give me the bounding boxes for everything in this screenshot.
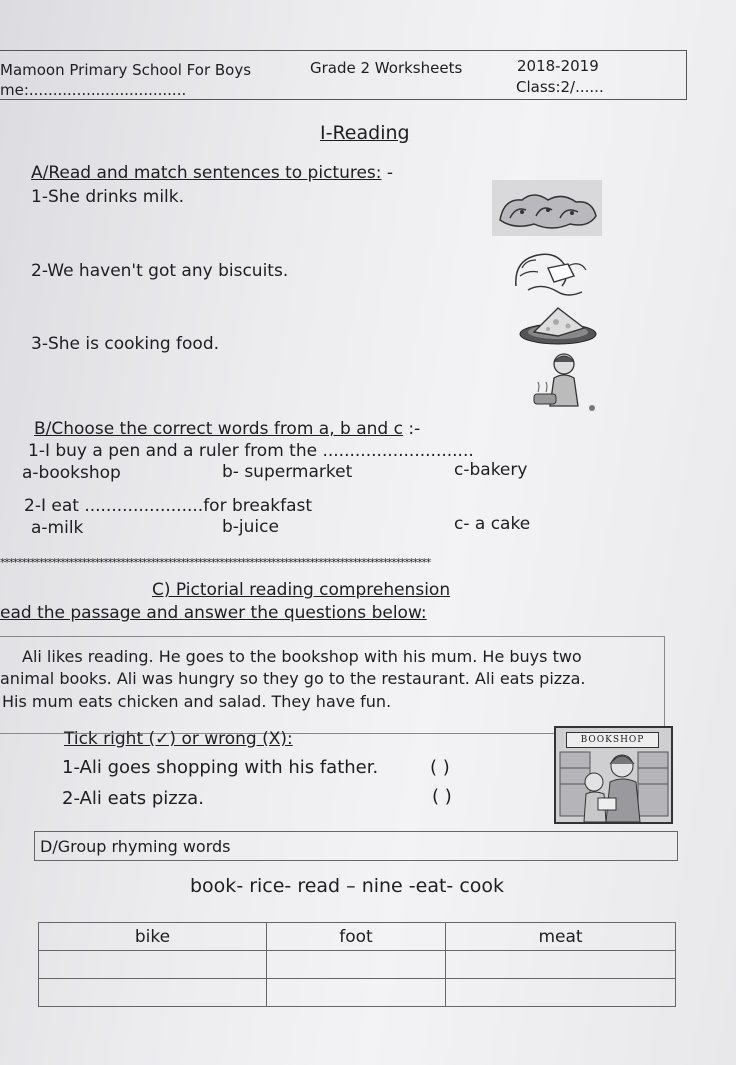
q1-option-b: b- supermarket	[222, 462, 353, 482]
table-row	[39, 951, 676, 979]
bookshop-picture	[554, 726, 673, 824]
star-separator: ****************************************************************************************************	[0, 556, 431, 569]
page-title: I-Reading	[320, 122, 410, 144]
table-header-meat: meat	[446, 923, 676, 951]
sentence-2: 2-We haven't got any biscuits.	[31, 261, 289, 281]
table-cell[interactable]	[39, 979, 267, 1007]
section-b-heading-text: B/Choose the correct words from a, b and c	[34, 419, 403, 439]
passage-line-2: animal books. Ali was hungry so they go to the restaurant. Ali eats pizza.	[0, 669, 586, 688]
table-header-bike: bike	[39, 923, 267, 951]
table-header-row	[39, 923, 676, 951]
biscuits-picture	[492, 180, 602, 236]
section-c-instruction: ead the passage and answer the questions below:	[0, 603, 427, 623]
table-cell[interactable]	[446, 951, 676, 979]
section-b-heading-tail: :-	[402, 419, 421, 439]
question-b1: 1-I buy a pen and a ruler from the ............................	[28, 441, 474, 461]
sentence-3: 3-She is cooking food.	[31, 334, 220, 354]
school-year: 2018-2019	[517, 57, 599, 75]
section-a-heading-tail: -	[381, 163, 394, 183]
section-c-heading: C) Pictorial reading comprehension	[152, 580, 451, 600]
mother-son-drawing	[556, 748, 671, 822]
table-header-foot: foot	[267, 923, 446, 951]
school-name: Mamoon Primary School For Boys	[0, 61, 252, 79]
name-line: me:.................................	[0, 81, 187, 99]
woman-cooking-picture	[524, 350, 600, 414]
q1-option-c: c-bakery	[454, 460, 528, 480]
section-b-heading	[34, 419, 420, 439]
worksheet-title: Grade 2 Worksheets	[310, 59, 463, 77]
tick-question-2: 2-Ali eats pizza.	[62, 788, 204, 809]
tick-heading: Tick right (✓) or wrong (X):	[64, 729, 293, 749]
table-cell[interactable]	[267, 979, 446, 1007]
section-d-heading: D/Group rhyming words	[40, 837, 231, 856]
passage-line-1: Ali likes reading. He goes to the bookshop with his mum. He buys two	[22, 647, 582, 666]
rhyming-table	[38, 922, 676, 1007]
section-a-heading	[31, 163, 393, 183]
q2-option-b: b-juice	[222, 517, 279, 537]
bookshop-sign: BOOKSHOP	[566, 732, 659, 748]
table-row	[39, 979, 676, 1007]
sentence-1: 1-She drinks milk.	[31, 187, 185, 207]
cheese-plate-picture	[518, 302, 598, 346]
passage-line-3: His mum eats chicken and salad. They have fun.	[2, 692, 392, 711]
girl-drinking-picture	[508, 246, 592, 300]
q2-option-c: c- a cake	[454, 514, 531, 534]
rhyming-words: book- rice- read – nine -eat- cook	[190, 875, 505, 897]
q2-option-a: a-milk	[31, 518, 84, 538]
question-b2: 2-I eat ......................for breakfast	[24, 496, 313, 516]
table-cell[interactable]	[446, 979, 676, 1007]
tick-answer-2[interactable]: ( )	[432, 786, 452, 807]
table-cell[interactable]	[39, 951, 267, 979]
class-line: Class:2/......	[516, 78, 604, 96]
q1-option-a: a-bookshop	[22, 463, 121, 483]
tick-question-1: 1-Ali goes shopping with his father.	[62, 757, 379, 778]
section-a-heading-text: A/Read and match sentences to pictures:	[31, 163, 382, 183]
tick-answer-1[interactable]: ( )	[430, 757, 450, 778]
table-cell[interactable]	[267, 951, 446, 979]
